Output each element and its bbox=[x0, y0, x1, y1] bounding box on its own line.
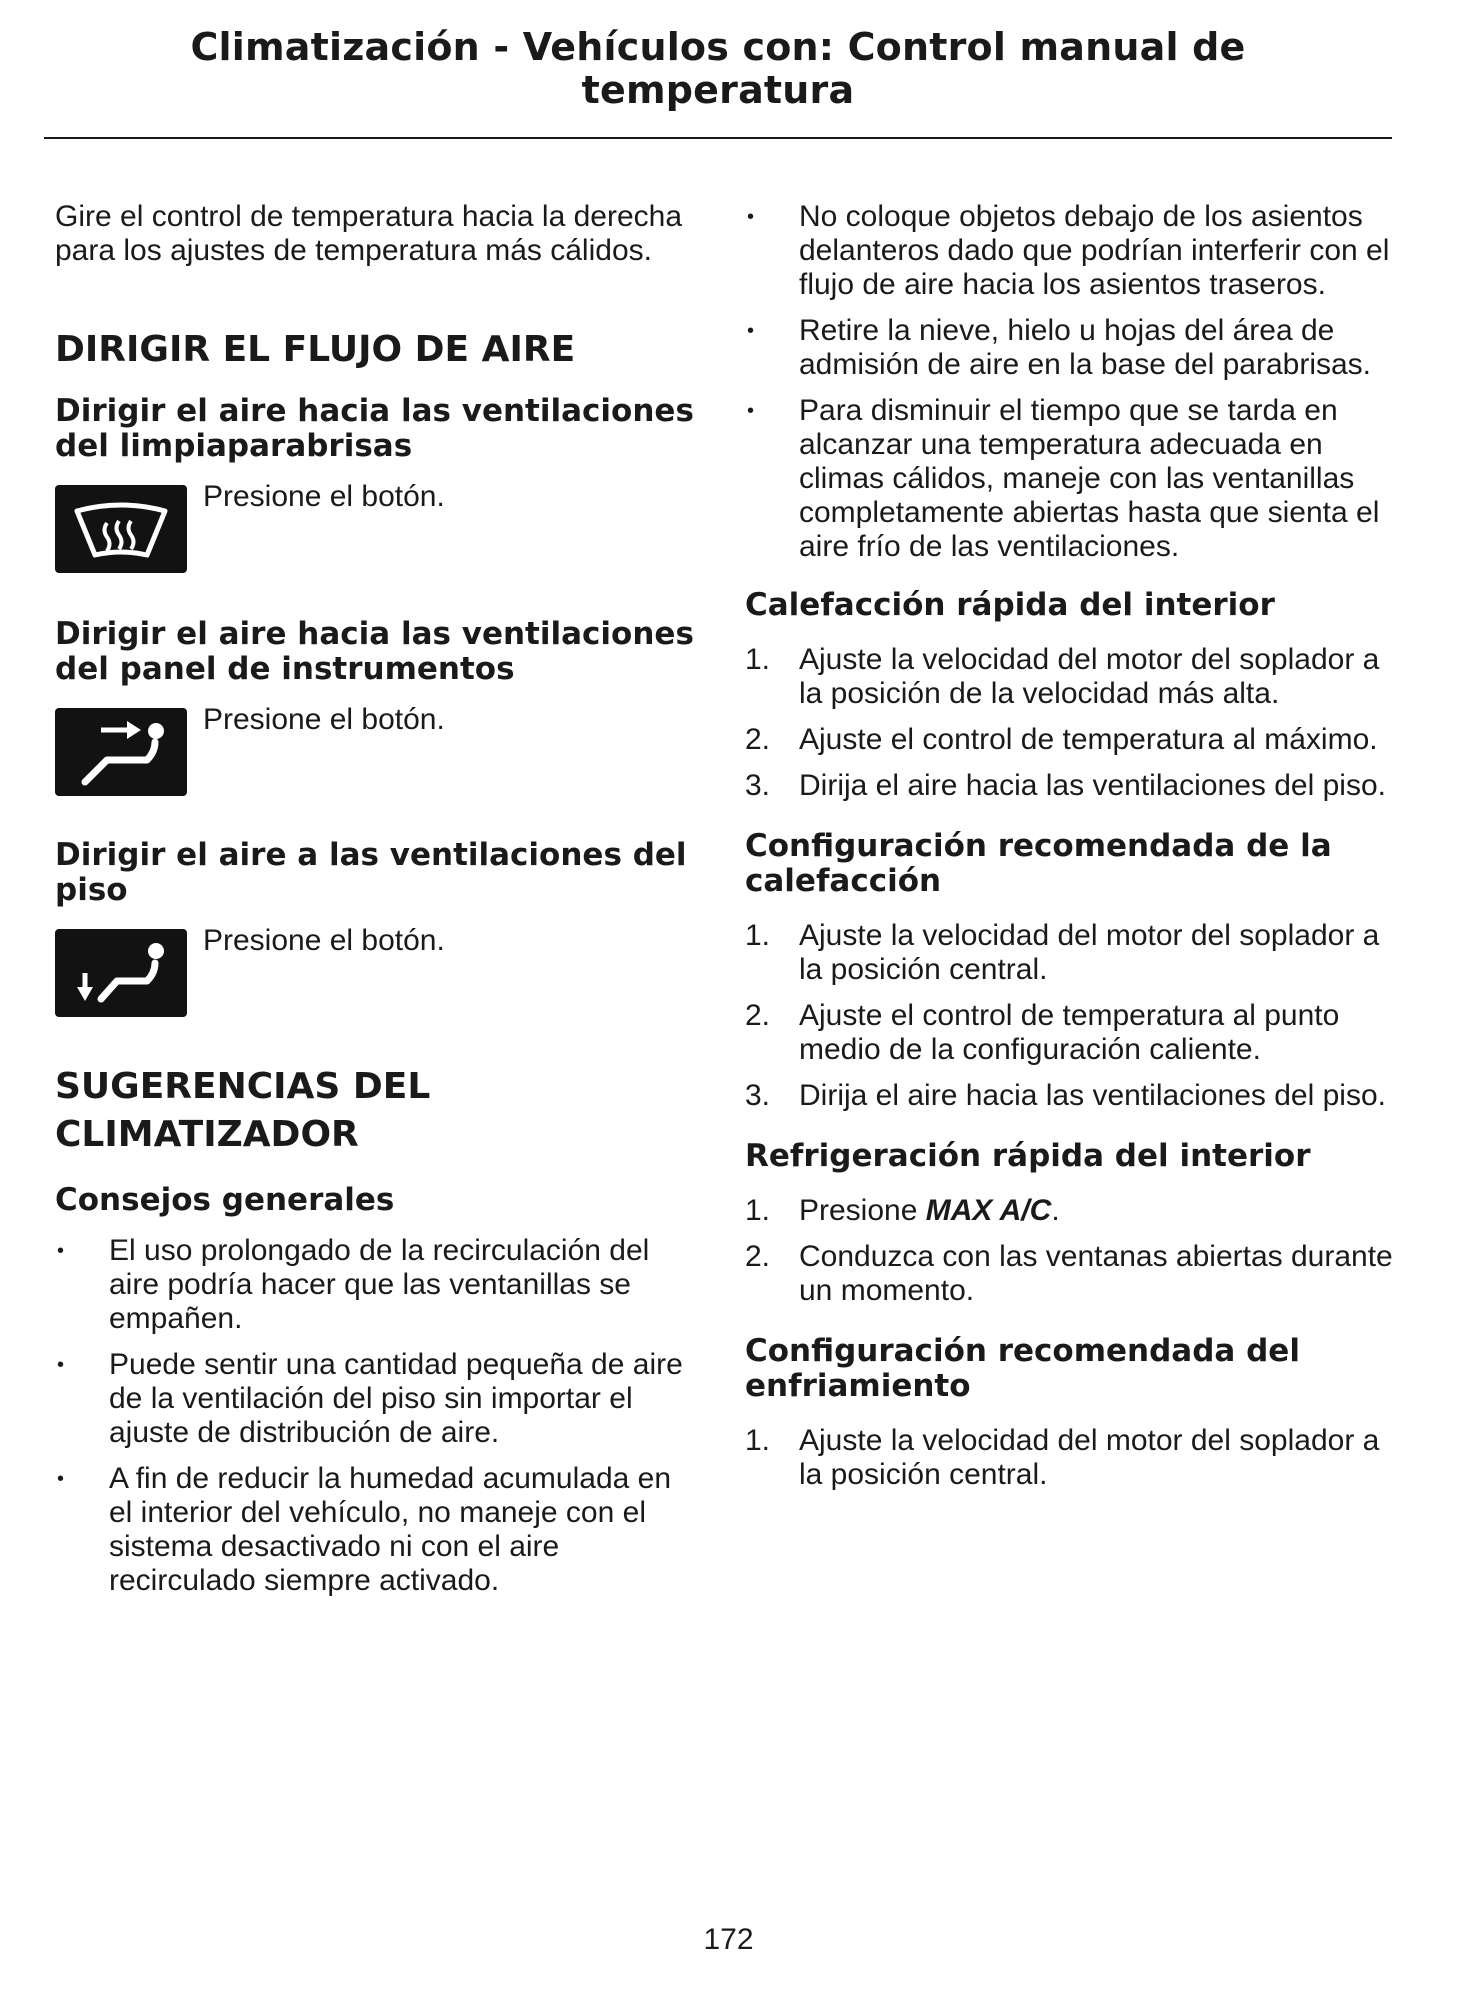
quick-heat-steps bbox=[745, 643, 1395, 803]
list-item: • El uso prolongado de la recirculación del aire podría hacer que las ventanillas se empañen. bbox=[55, 1234, 695, 1336]
header-divider bbox=[44, 137, 1392, 139]
right-column bbox=[745, 200, 1395, 1492]
list-item bbox=[745, 1240, 1395, 1308]
step-number: 2. bbox=[745, 723, 771, 756]
subheading-quick-cool: Refrigeración rápida del interior bbox=[745, 1138, 1311, 1174]
step-text: Dirija el aire hacia las ventilaciones del piso. bbox=[799, 769, 1386, 802]
page-number: 172 bbox=[703, 1923, 754, 1956]
heat-config-steps bbox=[745, 919, 1395, 1113]
list-item bbox=[745, 1194, 1395, 1228]
step-number: 1. bbox=[745, 1194, 771, 1227]
list-item bbox=[745, 919, 1395, 987]
cool-config-steps bbox=[745, 1424, 1395, 1492]
list-item bbox=[745, 723, 1395, 757]
list-item bbox=[745, 769, 1395, 803]
press-button-text: Presione el botón. bbox=[203, 924, 445, 957]
section-heading-tips bbox=[55, 1063, 695, 1159]
step-number: 1. bbox=[745, 1424, 771, 1457]
step-text: Ajuste el control de temperatura al máximo. bbox=[799, 723, 1378, 756]
page-title-line-2: temperatura bbox=[581, 68, 855, 112]
page-title-line-1: Climatización - Vehículos con: Control manual de bbox=[190, 25, 1246, 69]
panel-vent-icon bbox=[55, 708, 187, 796]
subheading-cool-config: Configuración recomendada del enfriamiento bbox=[745, 1333, 1300, 1404]
section-heading-tips-line-1: SUGERENCIAS DEL bbox=[55, 1066, 431, 1107]
quick-cool-steps bbox=[745, 1194, 1395, 1308]
list-item bbox=[745, 999, 1395, 1067]
floor-vent-icon bbox=[55, 929, 187, 1017]
list-item bbox=[745, 1424, 1395, 1492]
subheading-general-tips: Consejos generales bbox=[55, 1182, 395, 1218]
list-item bbox=[745, 643, 1395, 711]
subheading-heat-config: Configuración recomendada de la calefacción bbox=[745, 828, 1332, 899]
step-number: 2. bbox=[745, 999, 771, 1032]
floor-vents-row bbox=[55, 924, 695, 1017]
general-tips-list bbox=[55, 1234, 695, 1598]
step-number: 3. bbox=[745, 769, 771, 802]
step-text: Ajuste la velocidad del motor del soplador a la posición de la velocidad más alta. bbox=[799, 643, 1380, 710]
step-number: 2. bbox=[745, 1240, 771, 1273]
step-text: Dirija el aire hacia las ventilaciones del piso. bbox=[799, 1079, 1386, 1112]
subheading-floor-vents: Dirigir el aire a las ventilaciones del piso bbox=[55, 837, 687, 908]
step-text: Conduzca con las ventanas abiertas durante un momento. bbox=[799, 1240, 1393, 1307]
press-button-text: Presione el botón. bbox=[203, 703, 445, 736]
section-heading-tips-line-2: CLIMATIZADOR bbox=[55, 1114, 359, 1155]
windshield-defrost-row bbox=[55, 480, 695, 573]
list-item: • Para disminuir el tiempo que se tarda en alcanzar una temperatura adecuada en climas cálidos, maneje con las ventanillas completamente abiertas hasta que sienta el aire frío de las ventilaciones. bbox=[745, 394, 1395, 564]
panel-vents-row bbox=[55, 703, 695, 796]
step-number: 1. bbox=[745, 919, 771, 952]
step-text: Ajuste la velocidad del motor del soplador a la posición central. bbox=[799, 919, 1380, 986]
step-number: 1. bbox=[745, 643, 771, 676]
press-button-text: Presione el botón. bbox=[203, 480, 445, 513]
step-text-prefix: Presione bbox=[799, 1194, 926, 1227]
step-text: Ajuste la velocidad del motor del soplador a la posición central. bbox=[799, 1424, 1380, 1491]
list-item: • No coloque objetos debajo de los asientos delanteros dado que podrían interferir con el flujo de aire hacia los asientos traseros. bbox=[745, 200, 1395, 302]
max-ac-key: MAX A/C bbox=[925, 1194, 1052, 1227]
list-item: • A fin de reducir la humedad acumulada en el interior del vehículo, no maneje con el sistema desactivado ni con el aire recirculado siempre activado. bbox=[55, 1462, 695, 1598]
windshield-defrost-icon bbox=[55, 485, 187, 573]
step-text-suffix: . bbox=[1051, 1194, 1060, 1227]
subheading-quick-heat: Calefacción rápida del interior bbox=[745, 587, 1275, 623]
left-column bbox=[55, 200, 695, 1598]
list-item bbox=[745, 1079, 1395, 1113]
step-number: 3. bbox=[745, 1079, 771, 1112]
more-tips-list bbox=[745, 200, 1395, 564]
list-item: • Puede sentir una cantidad pequeña de aire de la ventilación del piso sin importar el ajuste de distribución de aire. bbox=[55, 1348, 695, 1450]
page-title bbox=[44, 26, 1392, 112]
step-text: Ajuste el control de temperatura al punto medio de la configuración caliente. bbox=[799, 999, 1340, 1066]
intro-paragraph: Gire el control de temperatura hacia la derecha para los ajustes de temperatura más cálidos. bbox=[55, 200, 683, 267]
list-item: • Retire la nieve, hielo u hojas del área de admisión de aire en la base del parabrisas. bbox=[745, 314, 1395, 382]
subheading-windshield-vents: Dirigir el aire hacia las ventilaciones del limpiaparabrisas bbox=[55, 393, 694, 464]
subheading-panel-vents: Dirigir el aire hacia las ventilaciones del panel de instrumentos bbox=[55, 616, 694, 687]
section-heading-air-flow: DIRIGIR EL FLUJO DE AIRE bbox=[55, 329, 576, 370]
